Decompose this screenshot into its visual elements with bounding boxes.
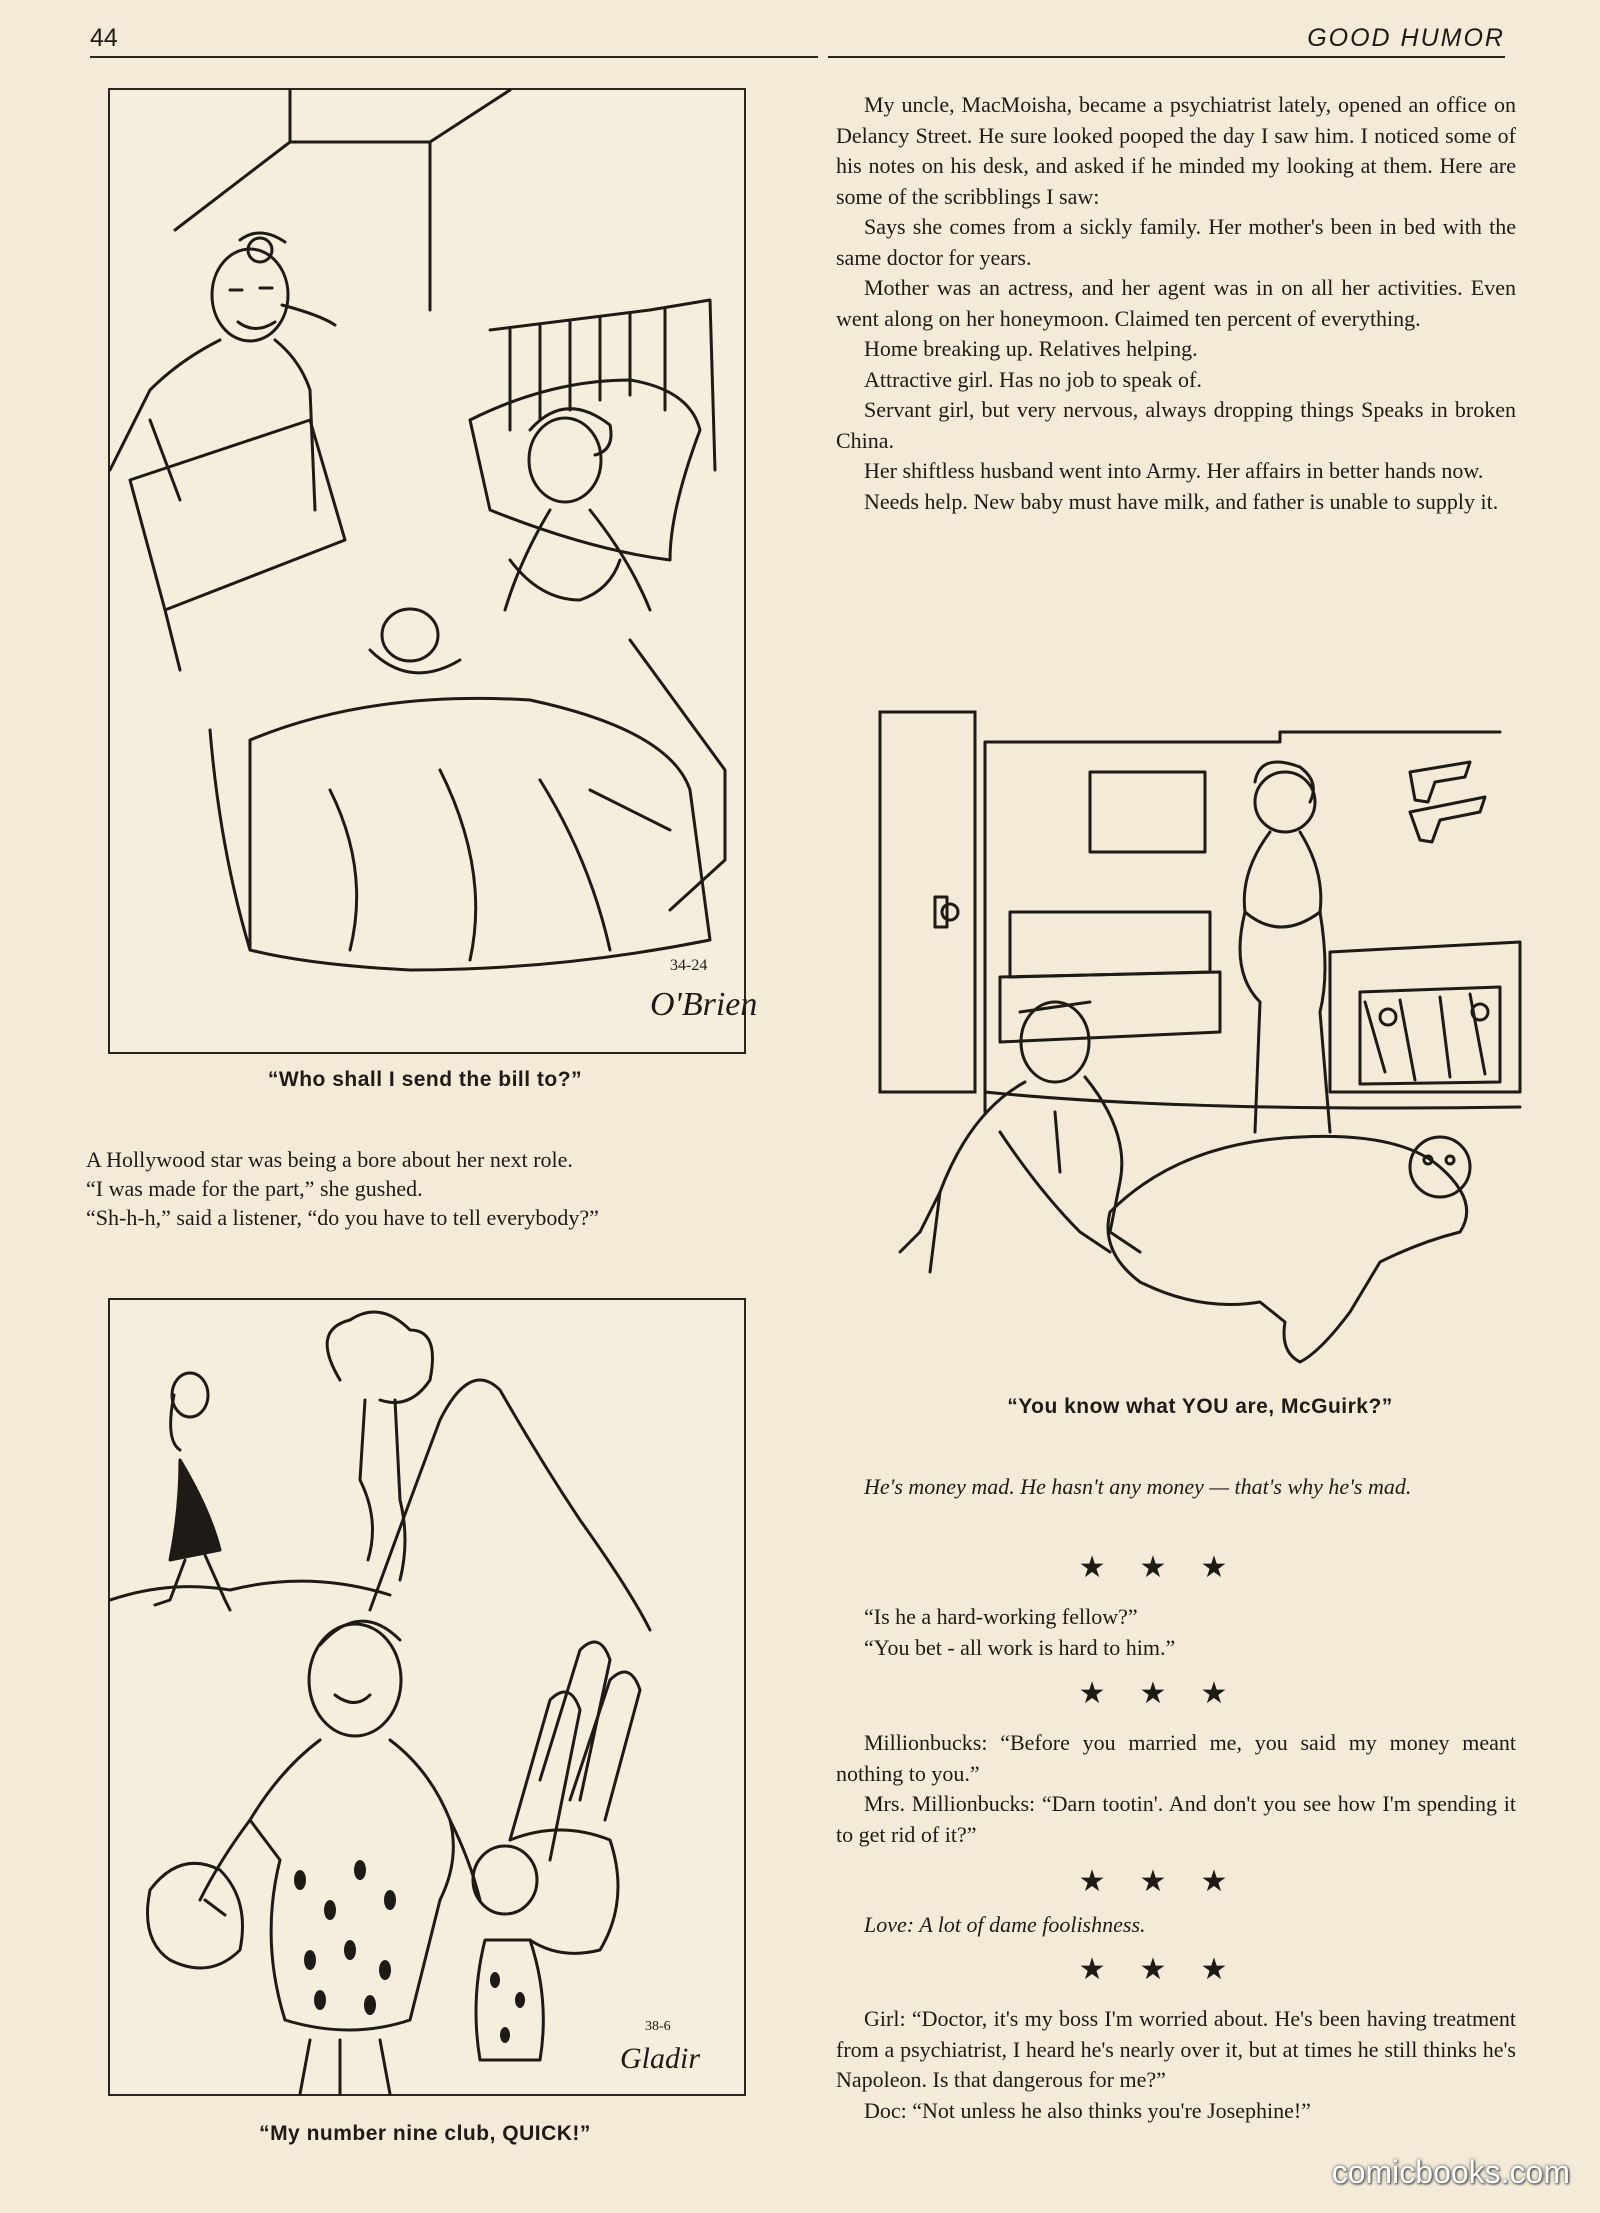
story-paragraph: Home breaking up. Relatives helping. [864, 336, 1198, 361]
hollywood-joke-line: “I was made for the part,” she gushed. [86, 1176, 423, 1201]
caveman-cartoon-signature: Gladir [620, 2042, 701, 2075]
joke-love-text: Love: A lot of dame foolishness. [864, 1912, 1146, 1937]
story-paragraph: Mother was an actress, and her agent was in on all her activities. Even went along on her honeymoon. Claimed ten percent of everything. [836, 275, 1516, 331]
caveman-cartoon [108, 1298, 746, 2096]
page-header [90, 18, 1505, 68]
joke-line: Millionbucks: “Before you married me, you said my money meant nothing to you.” [836, 1730, 1516, 1786]
stars-divider: ★★★ [1078, 1864, 1262, 1899]
site-watermark: comicbooks.com [1331, 2154, 1570, 2190]
joke-line: Doc: “Not unless he also thinks you're Josephine!” [864, 2097, 1311, 2123]
joke-millionbucks [836, 1728, 1516, 1850]
hollywood-joke-line: A Hollywood star was being a bore about her next role. [86, 1147, 573, 1172]
joke-line: “Is he a hard-working fellow?” [864, 1604, 1138, 1629]
story-paragraph: Attractive girl. Has no job to speak of. [864, 366, 1202, 392]
joke-money-mad [836, 1472, 1516, 1503]
joke-line: Mrs. Millionbucks: “Darn tootin'. And don't you see how I'm spending it to get rid of it?” [836, 1791, 1516, 1847]
caveman-cartoon-signature-code: 38-6 [645, 2019, 671, 2034]
running-head: GOOD HUMOR [1307, 24, 1505, 52]
doctor-cartoon [108, 88, 758, 1054]
bearskin-cartoon-caption: “You know what YOU are, McGuirk?” [1007, 1395, 1393, 1418]
stars-divider: ★★★ [1078, 1952, 1262, 1987]
joke-line: “You bet - all work is hard to him.” [864, 1634, 1176, 1660]
doctor-cartoon-signature-code: 34-24 [670, 957, 708, 974]
story-paragraph: My uncle, MacMoisha, became a psychiatrist lately, opened an office on Delancy Street. He sure looked pooped the day I saw him. I noticed some of his notes on his desk, and asked if he minded my looking at them. Here are some of the scribblings I saw: [836, 92, 1516, 209]
bearskin-cartoon [880, 712, 1520, 1382]
story-paragraph: Her shiftless husband went into Army. Her affairs in better hands now. [864, 458, 1484, 483]
doctor-cartoon-drawing [110, 90, 758, 1052]
caveman-cartoon-drawing [110, 1300, 744, 2094]
story-paragraph: Servant girl, but very nervous, always dropping things Speaks in broken China. [836, 397, 1516, 453]
psychiatrist-story [836, 90, 1516, 517]
hollywood-joke [86, 1145, 746, 1232]
header-rule-left [90, 56, 818, 58]
page-number: 44 [90, 24, 118, 52]
stars-divider: ★★★ [1078, 1550, 1262, 1585]
story-paragraph: Says she comes from a sickly family. Her mother's been in bed with the same doctor for years. [836, 214, 1516, 270]
joke-line: Girl: “Doctor, it's my boss I'm worried about. He's been having treatment from a psychiatrist, I heard he's nearly over it, but at times he still thinks he's Napoleon. Is that dangerous for me?” [836, 2006, 1516, 2092]
bearskin-cartoon-drawing [880, 712, 1520, 1382]
header-rule-right [828, 56, 1505, 58]
stars-divider: ★★★ [1078, 1676, 1262, 1711]
story-paragraph: Needs help. New baby must have milk, and father is unable to supply it. [864, 488, 1499, 514]
joke-money-mad-text: He's money mad. He hasn't any money — that's why he's mad. [864, 1474, 1412, 1499]
joke-napoleon [836, 2004, 1516, 2126]
doctor-cartoon-signature: O'Brien [650, 986, 758, 1023]
hollywood-joke-line: “Sh-h-h,” said a listener, “do you have to tell everybody?” [86, 1205, 599, 1230]
caveman-cartoon-caption: “My number nine club, QUICK!” [259, 2122, 591, 2145]
joke-love [836, 1910, 1516, 1941]
joke-hard-working [836, 1602, 1516, 1663]
doctor-cartoon-caption: “Who shall I send the bill to?” [267, 1068, 583, 1091]
